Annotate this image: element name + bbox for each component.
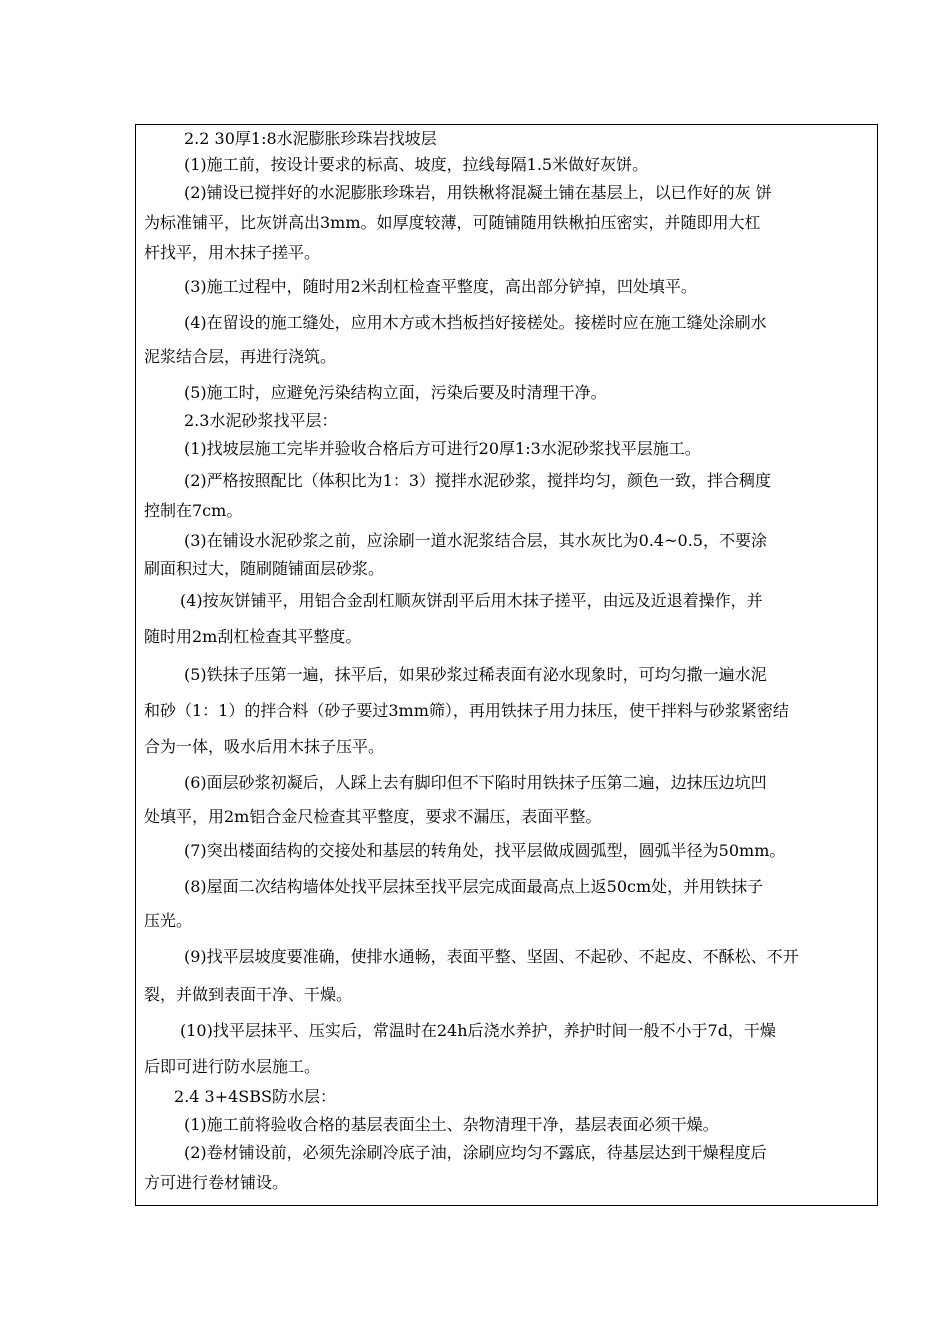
paragraph-line: (3)施工过程中，随时用2米刮杠检查平整度，高出部分铲掉，凹处填平。 <box>184 277 697 296</box>
paragraph-line: 后即可进行防水层施工。 <box>144 1057 321 1076</box>
paragraph-line: (9)找平层坡度要准确，使排水通畅，表面平整、坚固、不起砂、不起皮、不酥松、不开 <box>184 947 799 966</box>
paragraph-line: (4)按灰饼铺平，用铝合金刮杠顺灰饼刮平后用木抹子搓平，由远及近退着操作，并 <box>180 591 763 610</box>
paragraph-line: 为标准铺平，比灰饼高出3mm。如厚度较薄，可随铺随用铁楸拍压密实，并随即用大杠 <box>144 213 761 232</box>
paragraph-line: 杆找平，用木抹子搓平。 <box>144 243 321 262</box>
paragraph-line: 方可进行卷材铺设。 <box>144 1173 289 1192</box>
paragraph-line: 压光。 <box>144 911 193 930</box>
content-table-cell <box>135 124 878 1206</box>
paragraph-line: (2)铺设已搅拌好的水泥膨胀珍珠岩，用铁楸将混凝土铺在基层上，以已作好的灰 饼 <box>184 183 772 202</box>
paragraph-line: (2)卷材铺设前，必须先涂刷冷底子油，涂刷应均匀不露底，待基层达到干燥程度后 <box>184 1143 767 1162</box>
paragraph-line: 裂，并做到表面干净、干燥。 <box>144 985 353 1004</box>
paragraph-line: (5)铁抹子压第一遍，抹平后，如果砂浆过稀表面有泌水现象时，可均匀撒一遍水泥 <box>184 665 767 684</box>
section-heading: 2.3水泥砂浆找平层： <box>184 411 338 430</box>
paragraph-line: 泥浆结合层，再进行浇筑。 <box>144 347 337 366</box>
paragraph-line: 合为一体，吸水后用木抹子压平。 <box>144 737 385 756</box>
paragraph-line: 刷面积过大，随刷随铺面层砂浆。 <box>144 559 385 578</box>
paragraph-line: (1)找坡层施工完毕并验收合格后方可进行20厚1:3水泥砂浆找平层施工。 <box>184 439 701 458</box>
section-heading: 2.2 30厚1:8水泥膨胀珍珠岩找坡层 <box>184 129 437 148</box>
paragraph-line: (5)施工时，应避免污染结构立面，污染后要及时清理干净。 <box>184 383 607 402</box>
paragraph-line: 控制在7cm。 <box>144 501 243 520</box>
paragraph-line: (2)严格按照配比（体积比为1：3）搅拌水泥砂浆，搅拌均匀，颜色一致，拌合稠度 <box>184 471 772 490</box>
paragraph-line: (6)面层砂浆初凝后，人踩上去有脚印但不下陷时用铁抹子压第二遍，边抹压边坑凹 <box>184 773 767 792</box>
paragraph-line: (1)施工前，按设计要求的标高、坡度，拉线每隔1.5米做好灰饼。 <box>184 155 649 174</box>
paragraph-line: 处填平，用2m铝合金尺检查其平整度，要求不漏压，表面平整。 <box>144 807 602 826</box>
paragraph-line: (4)在留设的施工缝处，应用木方或木挡板挡好接槎处。接槎时应在施工缝处涂刷水 <box>184 313 767 332</box>
paragraph-line: (8)屋面二次结构墙体处找平层抹至找平层完成面最高点上返50cm处，并用铁抹子 <box>184 877 764 896</box>
paragraph-line: (3)在铺设水泥砂浆之前，应涂刷一道水泥浆结合层，其水灰比为0.4~0.5，不要涂 <box>184 531 767 550</box>
paragraph-line: (1)施工前将验收合格的基层表面尘土、杂物清理干净，基层表面必须干燥。 <box>184 1115 719 1134</box>
paragraph-line: (7)突出楼面结构的交接处和基层的转角处，找平层做成圆弧型，圆弧半径为50mm。 <box>184 841 786 860</box>
section-heading: 2.4 3+4SBS防水层： <box>174 1087 336 1106</box>
paragraph-line: 和砂（1：1）的拌合料（砂子要过3mm筛），再用铁抹子用力抹压，使干拌料与砂浆紧密结 <box>144 701 789 720</box>
paragraph-line: (10)找平层抹平、压实后，常温时在24h后浇水养护，养护时间一般不小于7d，干燥 <box>180 1021 776 1040</box>
paragraph-line: 随时用2m刮杠检查其平整度。 <box>144 627 362 646</box>
